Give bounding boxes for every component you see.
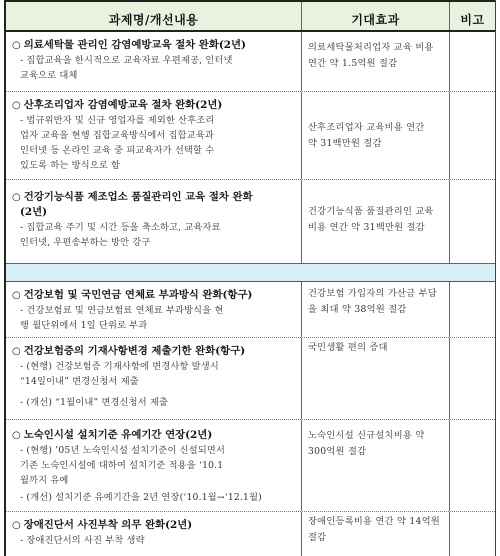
section-separator — [6, 264, 495, 282]
row-detail: - 집합교육 주기 및 시간 등을 축소하고, 교육자료 — [20, 222, 221, 233]
table-row — [6, 420, 495, 512]
row-detail: “14일이내” 변경신청서 제출 — [20, 376, 139, 387]
header-effect: 기대효과 — [351, 13, 400, 27]
circle-bullet-icon: ○ — [12, 430, 21, 441]
row-detail: - 장애진단서의 사진 부착 생략 — [20, 535, 145, 546]
row-detail: 있도록 하는 방식으로 함 — [20, 160, 121, 171]
table-row — [6, 92, 495, 180]
row-detail: - 건강보험료 및 연금보험료 연체료 부과방식을 현 — [20, 305, 224, 316]
row-title: ○ 의료세탁물 관리인 감염예방교육 절차 완화(2년) — [12, 39, 246, 51]
circle-bullet-icon: ○ — [12, 290, 21, 301]
row-detail: 인터넷 등 온라인 교육 중 피교육자가 선택할 수 — [20, 145, 215, 156]
row-effect: 건강보험 가입자의 가산금 부담 — [308, 288, 437, 299]
row-title: ○ 건강보험 및 국민연금 연체료 부과방식 완화(항구) — [12, 289, 253, 301]
row-title: ○ 건강기능식품 제조업소 품질관리인 교육 절차 완화 — [12, 191, 253, 203]
circle-bullet-icon: ○ — [12, 346, 21, 357]
row-detail: - 법규위반자 및 신규 영업자를 제외한 산후조리 — [20, 115, 215, 126]
row-title: ○ 산후조리업자 감염예방교육 절차 완화(2년) — [12, 99, 223, 111]
row-detail: - (개선) 설치기준 유예기간을 2년 연장(‘10.1월→‘12.1월) — [20, 492, 262, 503]
row-effect: 비용 연간 약 31백만원 절감 — [308, 222, 425, 233]
row-effect: 의료세탁물처리업자 교육 비용 — [308, 42, 434, 53]
table-header — [6, 0, 495, 32]
row-effect: 산후조리업자 교육비용 연간 — [308, 122, 425, 133]
table-row — [6, 338, 495, 420]
row-title: ○ 장애진단서 사진부착 의무 완화(2년) — [12, 519, 193, 531]
reform-table — [4, 0, 496, 556]
row-detail: 인터넷, 우편송부하는 방안 강구 — [20, 237, 151, 248]
table-row — [6, 512, 495, 556]
row-detail: 월까지 유예 — [20, 475, 69, 486]
circle-bullet-icon: ○ — [12, 192, 21, 203]
row-detail: 교육으로 대체 — [20, 70, 78, 81]
row-detail: 업자 교육을 현행 집합교육방식에서 집합교육과 — [20, 130, 214, 141]
row-effect: 국민생활 편의 증대 — [308, 342, 388, 353]
row-effect: 절감 — [308, 532, 327, 543]
row-detail: 기존 노숙인시설에 대하여 설치기준 적용을 ‘10.1 — [20, 460, 224, 471]
circle-bullet-icon: ○ — [12, 100, 21, 111]
circle-bullet-icon: ○ — [12, 520, 21, 531]
row-detail: - 집합교육을 한시적으로 교육자료 우편제공, 인터넷 — [20, 55, 233, 66]
row-effect: 건강기능식품 품질관리인 교육 — [308, 206, 434, 217]
row-effect: 약 31백만원 절감 — [308, 138, 382, 149]
table-row — [6, 32, 495, 92]
header-task: 과제명/개선내용 — [108, 13, 199, 27]
table-row — [6, 282, 495, 338]
row-detail: - (개선) “1월이내” 변경신청서 제출 — [20, 397, 169, 408]
row-detail: - (현행) 건강보험증 기재사항에 변경사항 발생시 — [20, 361, 219, 372]
row-effect: 연간 약 1.5억원 절감 — [308, 58, 398, 69]
table-row — [6, 180, 495, 264]
row-effect: 을 최대 약 38억원 절감 — [308, 304, 407, 315]
row-title-cont: (2년) — [20, 206, 48, 218]
row-effect: 노숙인시설 신규설치비용 약 — [308, 430, 425, 441]
row-effect: 장애인등록비용 연간 약 14억원 — [308, 516, 441, 527]
row-effect: 300억원 절감 — [308, 446, 367, 457]
row-title: ○ 노숙인시설 설치기준 유예기간 연장(2년) — [12, 429, 213, 441]
circle-bullet-icon: ○ — [12, 40, 21, 51]
row-title: ○ 건강보험증의 기재사항변경 제출기한 완화(항구) — [12, 345, 246, 357]
row-detail: - (현행) ’05년 노숙인시설 설치기준이 신설되면서 — [20, 445, 226, 456]
header-note: 비고 — [460, 13, 485, 27]
row-detail: 행 월단위에서 1일 단위로 부과 — [20, 320, 148, 331]
